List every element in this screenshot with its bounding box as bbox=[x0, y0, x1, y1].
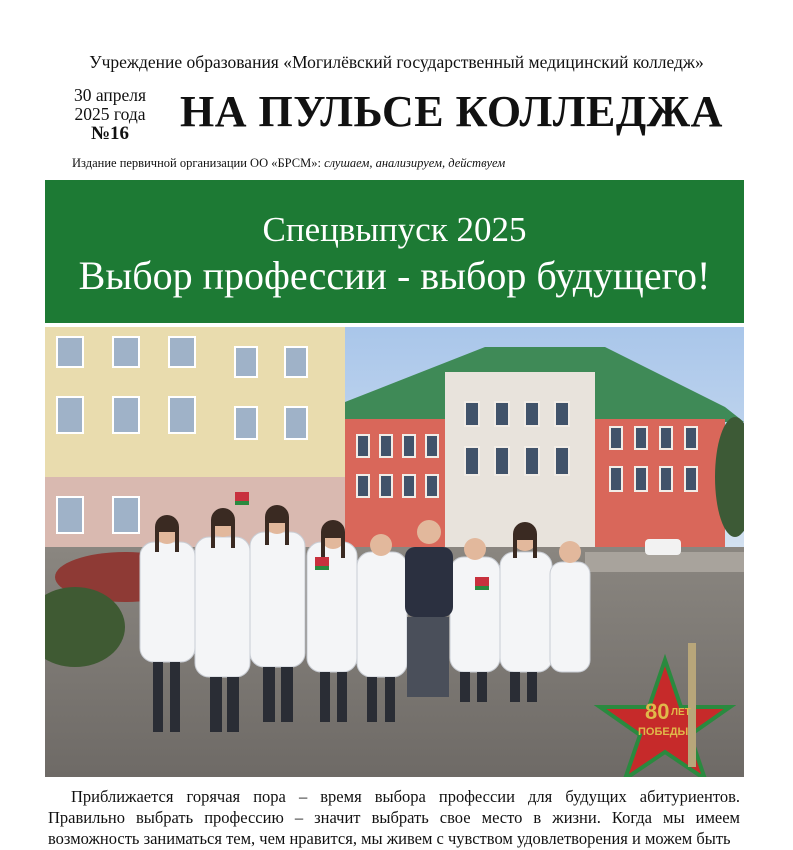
issue-date-block bbox=[50, 86, 170, 143]
group-photo bbox=[45, 327, 744, 777]
newspaper-masthead: НА ПУЛЬСЕ КОЛЛЕДЖА bbox=[180, 87, 723, 136]
emblem-line2: ПОБЕДЫ bbox=[638, 726, 689, 738]
publisher-line bbox=[72, 156, 505, 171]
special-issue-banner bbox=[45, 180, 744, 323]
emblem-line1: ЛЕТ bbox=[671, 707, 691, 718]
issue-date-day: 30 апреля bbox=[73, 85, 147, 105]
issue-date-year: 2025 года bbox=[74, 104, 146, 124]
institution-name: Учреждение образования «Могилёвский государственный медицинский колледж» bbox=[89, 52, 704, 72]
banner-title: Выбор профессии - выбор будущего! bbox=[78, 253, 711, 298]
issue-number: №16 bbox=[90, 123, 130, 144]
banner-subtitle: Спецвыпуск 2025 bbox=[262, 210, 527, 249]
publisher-prefix: Издание первичной организации ОО «БРСМ»: bbox=[72, 156, 325, 170]
publisher-slogan: слушаем, анализируем, действуем bbox=[324, 156, 506, 170]
emblem-number: 80 bbox=[645, 699, 670, 724]
article-paragraph: Приближается горячая пора – время выбора профессии для будущих абитуриентов. Правильно выбрать профессию – значит выбрать свое место в жизни. Когда мы имеем возможность заниматься тем, чем нравится, мы живем с чувством удовлетворения и можем быть bbox=[48, 787, 740, 848]
